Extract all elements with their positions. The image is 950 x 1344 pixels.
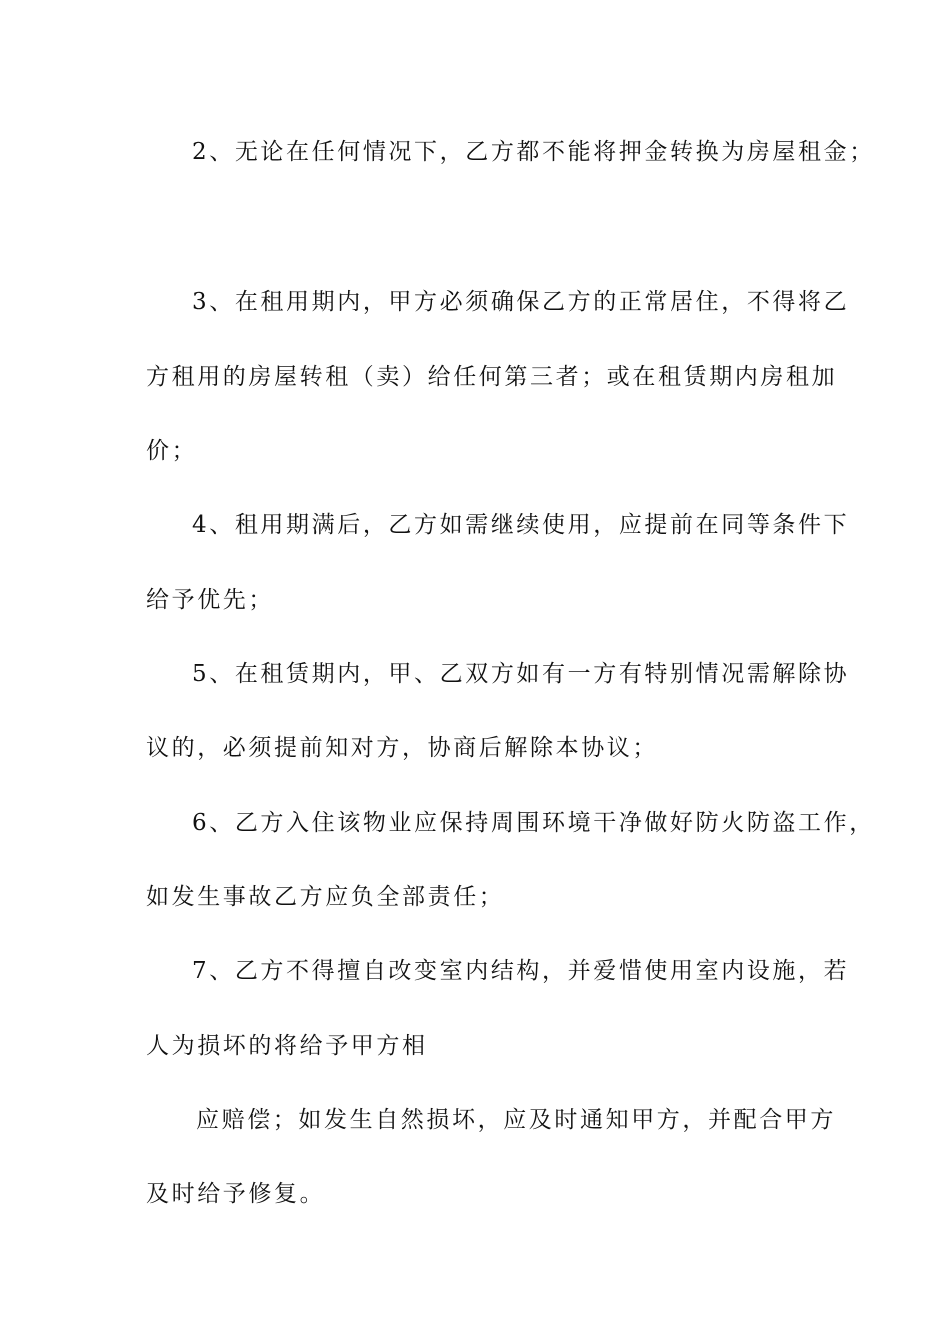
clause-4-line-1: 4、租用期满后，乙方如需继续使用，应提前在同等条件下: [192, 512, 850, 538]
clause-4-line-2: 给予优先；: [146, 587, 274, 613]
clause-6-line-2: 如发生事故乙方应负全部责任；: [146, 884, 505, 910]
clause-3-line-2: 方租用的房屋转租（卖）给任何第三者；或在租赁期内房租加: [146, 364, 838, 390]
clause-5-line-2: 议的，必须提前知对方，协商后解除本协议；: [146, 735, 658, 761]
clause-7-line-1: 7、乙方不得擅自改变室内结构，并爱惜使用室内设施，若: [192, 958, 850, 984]
clause-3-line-3: 价；: [146, 438, 198, 464]
clause-7-line-2: 人为损坏的将给予甲方相: [146, 1033, 428, 1059]
clause-2-line-1: 2、无论在任何情况下，乙方都不能将押金转换为房屋租金；: [192, 139, 875, 165]
clause-5-line-1: 5、在租赁期内，甲、乙双方如有一方有特别情况需解除协: [192, 661, 850, 687]
clause-6-line-1: 6、乙方入住该物业应保持周围环境干净做好防火防盗工作，: [192, 810, 875, 836]
clause-7-line-3: 应赔偿；如发生自然损坏，应及时通知甲方，并配合甲方: [196, 1107, 836, 1133]
clause-7-line-4: 及时给予修复。: [146, 1181, 326, 1207]
clause-3-line-1: 3、在租用期内，甲方必须确保乙方的正常居住，不得将乙: [192, 289, 850, 315]
